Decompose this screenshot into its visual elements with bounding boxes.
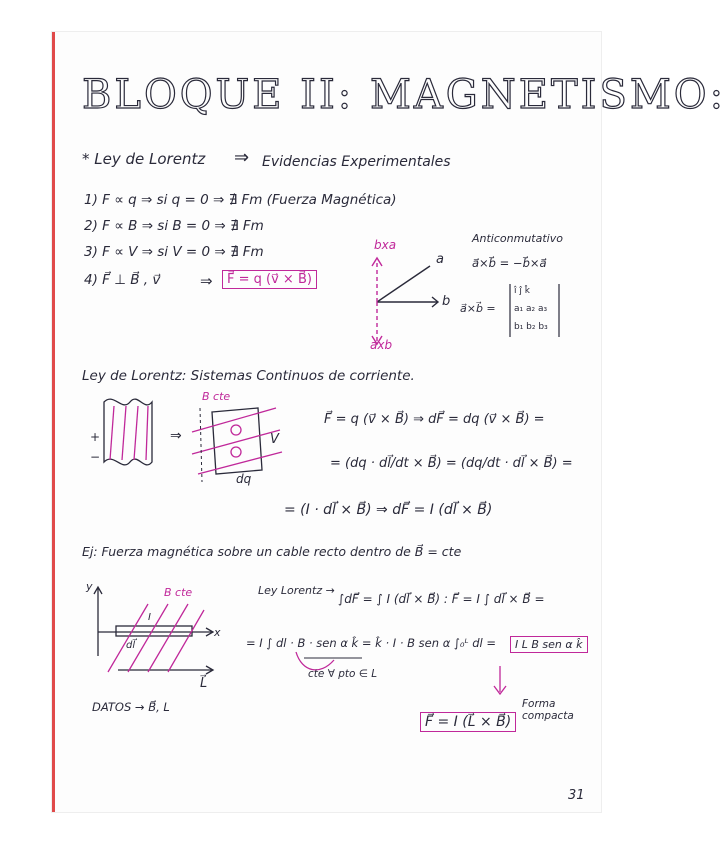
section1-heading-left: * Ley de Lorentz	[82, 150, 206, 168]
label-dl: dl⃗	[126, 640, 136, 651]
notebook-page	[52, 32, 726, 812]
note-cte: cte ∀ pto ∈ L	[308, 668, 378, 680]
axis-y: y	[86, 580, 93, 593]
item-4: 4) F⃗ ⊥ B⃗ , v⃗	[84, 272, 161, 288]
item-1: 1) F ∝ q ⇒ si q = 0 ⇒ ∄ Fm (Fuerza Magnética)	[84, 192, 397, 208]
formula-arrow: ⇒	[200, 272, 213, 290]
matrix-row-3: b₁ b₂ b₃	[514, 322, 548, 332]
page-title: BLOQUE II: MAGNETISMO:	[82, 72, 726, 118]
item-3: 3) F ∝ V ⇒ si V = 0 ⇒ ∄ Fm	[84, 244, 264, 260]
heading-arrow: ⇒	[234, 147, 250, 168]
section3-line1: ∫dF⃗ = ∫ I (dl⃗ × B⃗) : F⃗ = I ∫ dl⃗ × B⃗ =	[338, 592, 545, 606]
anticonmutativo-title: Anticonmutativo	[472, 232, 563, 245]
section3-heading: Ej: Fuerza magnética sobre un cable recto dentro de B⃗ = cte	[82, 544, 462, 559]
matrix-row-2: a₁ a₂ a₃	[514, 304, 548, 314]
lorentz-formula-box: F⃗ = q (v⃗ × B⃗)	[222, 270, 317, 289]
section2-line2: = (dq · dl⃗/dt × B⃗) = (dq/dt · dl⃗ × B⃗) =	[330, 456, 573, 471]
label-bcte-2: B cte	[202, 390, 231, 403]
section2-line3: = (I · dl⃗ × B⃗) ⇒ dF⃗ = I (dl⃗ × B⃗)	[284, 502, 493, 518]
matrix-row-1: î ĵ k̂	[514, 286, 530, 296]
item-2: 2) F ∝ B ⇒ si B = 0 ⇒ ∄ Fm	[84, 218, 264, 234]
label-dq: dq	[236, 472, 252, 486]
label-b: b	[442, 294, 451, 309]
axis-x: x	[214, 626, 221, 639]
label-minus: −	[90, 450, 101, 464]
label-bxa: bxa	[374, 238, 397, 252]
label-L: L⃗	[200, 676, 208, 691]
page-number: 31	[568, 788, 585, 803]
label-bcte-3: B cte	[164, 586, 193, 599]
label-I: I	[148, 612, 151, 623]
lorentz-label: Ley Lorentz →	[258, 584, 335, 597]
forma-compacta: Forma compacta	[522, 698, 574, 722]
section2-heading: Ley de Lorentz: Sistemas Continuos de corriente.	[82, 368, 415, 384]
section2-line1: F⃗ = q (v⃗ × B⃗) ⇒ dF⃗ = dq (v⃗ × B⃗) =	[324, 412, 545, 427]
datos: DATOS → B⃗, L	[92, 700, 170, 714]
anticonmutativo-eq2: a⃗×b⃗ =	[460, 302, 496, 315]
anticonmutativo-eq1: a⃗×b⃗ = −b⃗×a⃗	[472, 256, 547, 270]
result-box: I L B sen α k̂	[510, 636, 588, 653]
section1-heading-right: Evidencias Experimentales	[262, 154, 451, 170]
wire-diagram	[52, 32, 601, 812]
final-formula-box: F⃗ = I (L⃗ × B⃗)	[420, 712, 516, 732]
label-plus: +	[90, 430, 101, 444]
label-axb: axb	[370, 338, 393, 352]
label-a: a	[436, 252, 444, 267]
section3-line2: = I ∫ dl · B · sen α k̂ = k̂ · I · B sen α ∫₀ᴸ dl =	[246, 636, 497, 650]
label-arrow-2: ⇒	[170, 428, 182, 444]
label-v: V	[270, 432, 279, 447]
